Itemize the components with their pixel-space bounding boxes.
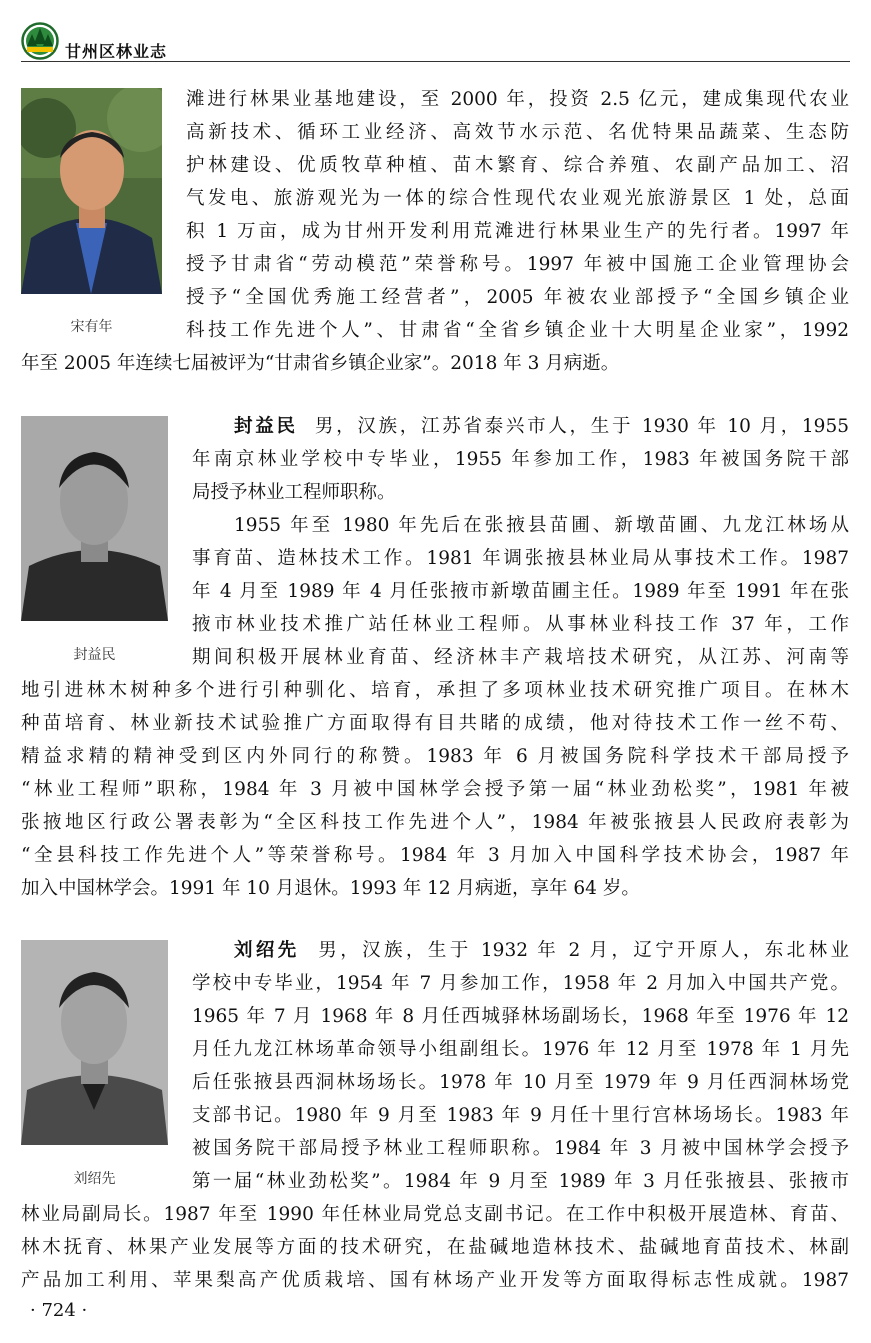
text-line: 高新技术、循环工业经济、高效节水示范、名优特果品蔬菜、生态防 <box>186 122 849 143</box>
text-line: 学校中专毕业，1954 年 7 月参加工作，1958 年 2 月加入中国共产党。 <box>192 973 849 994</box>
text-line: 被国务院干部局授予林业工程师职称。1984 年 3 月被中国林学会授予 <box>192 1138 849 1159</box>
text-line: 授予甘肃省“劳动模范”荣誉称号。1997 年被中国施工企业管理协会 <box>186 254 849 275</box>
text-line: “全县科技工作先进个人”等荣誉称号。1984 年 3 月加入中国科学技术协会，1987 年 <box>21 845 849 866</box>
portrait-song-youнian <box>21 88 162 294</box>
text-line: 年至 2005 年连续七届被评为“甘肃省乡镇企业家”。2018 年 3 月病逝。 <box>21 353 620 374</box>
text-line: 事育苗、造林技术工作。1981 年调张掖县林业局从事技术工作。1987 <box>192 548 849 569</box>
text-line: 局授予林业工程师职称。 <box>192 482 396 503</box>
text-line: 滩进行林果业基地建设，至 2000 年，投资 2.5 亿元，建成集现代农业 <box>186 89 849 110</box>
text-line: 1955 年至 1980 年先后在张掖县苗圃、新墩苗圃、九龙江林场从 <box>234 515 849 536</box>
caption-liu: 刘绍先 <box>73 1171 116 1187</box>
text-line: 加入中国林学会。1991 年 10 月退休。1993 年 12 月病逝，享年 64 岁。 <box>21 878 640 899</box>
text-line: 产品加工利用、苹果梨高产优质栽培、国有林场产业开发等方面取得标志性成就。1987 <box>21 1270 849 1291</box>
caption-feng: 封益民 <box>73 647 116 663</box>
page-number: · 724 · <box>30 1300 88 1321</box>
text-span: 男，汉族，江苏省泰兴市人，生于 1930 年 10 月，1955 <box>314 416 849 437</box>
text-line: 护林建设、优质牧草种植、苗木繁育、综合养殖、农副产品加工、沼 <box>186 155 849 176</box>
text-line: 第一届“林业劲松奖”。1984 年 9 月至 1989 年 3 月任张掖县、张掖市 <box>192 1171 849 1192</box>
text-line: 授予“全国优秀施工经营者”，2005 年被农业部授予“全国乡镇企业 <box>186 287 849 308</box>
text-line: 月任九龙江林场革命领导小组副组长。1976 年 12 月至 1978 年 1 月先 <box>192 1039 849 1060</box>
text-line: 年南京林业学校中专毕业，1955 年参加工作，1983 年被国务院干部 <box>192 449 849 470</box>
text-line: 地引进林木树种多个进行引种驯化、培育，承担了多项林业技术研究推广项目。在林木 <box>21 680 849 701</box>
person-name: 封益民 <box>234 416 298 437</box>
text-line: 张掖地区行政公署表彰为“全区科技工作先进个人”，1984 年被张掖县人民政府表彰为 <box>21 812 849 833</box>
text-line: 林业局副局长。1987 年至 1990 年任林业局党总支副书记。在工作中积极开展造林、育苗、 <box>21 1204 849 1225</box>
text-line: 后任张掖县西洞林场场长。1978 年 10 月至 1979 年 9 月任西洞林场党 <box>192 1072 849 1093</box>
text-line: 种苗培育、林业新技术试验推广方面取得有目共睹的成绩，他对待技术工作一丝不苟、 <box>21 713 849 734</box>
person-name: 刘绍先 <box>234 940 300 961</box>
text-line <box>234 416 849 438</box>
forestry-logo-icon <box>21 22 59 60</box>
text-line <box>234 940 849 962</box>
text-line: 年 4 月至 1989 年 4 月任张掖市新墩苗圃主任。1989 年至 1991 年在张 <box>192 581 849 602</box>
page-header <box>21 22 850 66</box>
header-divider <box>21 61 850 62</box>
text-line: 1965 年 7 月 1968 年 8 月任西城驿林场副场长，1968 年至 1976 年 12 <box>192 1006 849 1027</box>
text-line: 科技工作先进个人”、甘肃省“全省乡镇企业十大明星企业家”，1992 <box>186 320 849 341</box>
text-line: 掖市林业技术推广站任林业工程师。从事林业科技工作 37 年，工作 <box>192 614 849 635</box>
text-line: 林木抚育、林果产业发展等方面的技术研究，在盐碱地造林技术、盐碱地育苗技术、林副 <box>21 1237 849 1258</box>
text-line: 积 1 万亩，成为甘州开发利用荒滩进行林果业生产的先行者。1997 年 <box>186 221 849 242</box>
portrait-liu-shaoxian <box>21 940 168 1145</box>
text-line: 支部书记。1980 年 9 月至 1983 年 9 月任十里行宫林场场长。1983 年 <box>192 1105 849 1126</box>
portrait-feng-yimin <box>21 416 168 621</box>
book-title: 甘州区林业志 <box>65 42 168 61</box>
caption-song: 宋有年 <box>70 319 113 335</box>
text-line: 期间积极开展林业育苗、经济林丰产栽培技术研究，从江苏、河南等 <box>192 647 849 668</box>
text-line: “林业工程师”职称，1984 年 3 月被中国林学会授予第一届“林业劲松奖”，1981 年被 <box>21 779 849 800</box>
text-line: 气发电、旅游观光为一体的综合性现代农业观光旅游景区 1 处，总面 <box>186 188 849 209</box>
text-line: 精益求精的精神受到区内外同行的称赞。1983 年 6 月被国务院科学技术干部局授予 <box>21 746 849 767</box>
text-span: 男，汉族，生于 1932 年 2 月，辽宁开原人，东北林业 <box>318 940 849 961</box>
